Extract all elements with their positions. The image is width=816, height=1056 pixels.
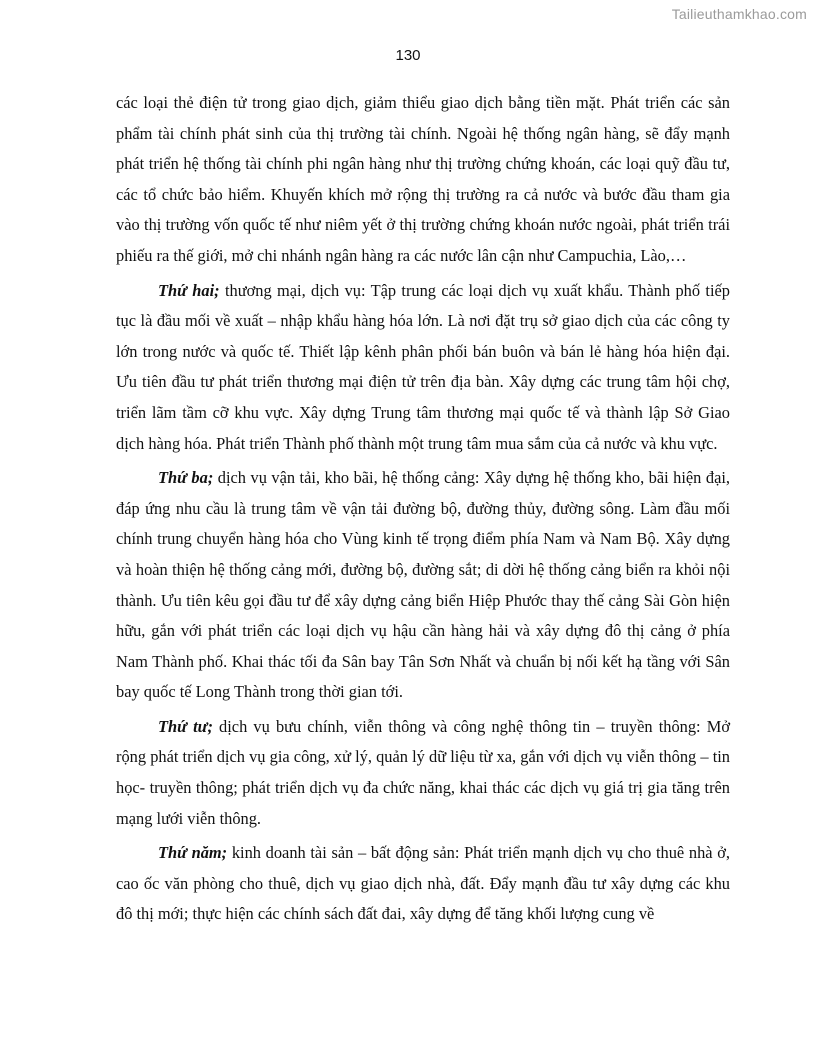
paragraph-text: thương mại, dịch vụ: Tập trung các loại dịch vụ xuất khẩu. Thành phố tiếp tục là đầu mối về xuất – nhập khẩu hàng hóa lớn. Là nơi đặt trụ sở giao dịch của các công ty lớn trong nước và quốc tế. Thiết lập kênh phân phối bán buôn và bán lẻ hàng hóa hiện đại. Ưu tiên đầu tư phát triển thương mại điện tử trên địa bàn. Xây dựng các trung tâm hội chợ, triển lãm tầm cỡ khu vực. Xây dựng Trung tâm thương mại quốc tế và thành lập Sở Giao dịch hàng hóa. Phát triển Thành phố thành một trung tâm mua sắm của cả nước và khu vực. [116,280,730,453]
paragraph-lead: Thứ tư; [158,716,213,736]
paragraph-fourth [116,712,730,834]
page-number: 130 [395,47,421,64]
paragraph-lead: Thứ năm; [158,843,228,863]
paragraph-text: dịch vụ vận tải, kho bãi, hệ thống cảng: Xây dựng hệ thống kho, bãi hiện đại, đáp ứng nhu cầu là trung tâm về vận tải đường bộ, đường thủy, đường sông. Làm đầu mối chính trung chuyển hàng hóa cho Vùng kinh tế trọng điểm phía Nam và Nam Bộ. Xây dựng và hoàn thiện hệ thống cảng mới, đường bộ, đường sắt; di dời hệ thống cảng biển ra khỏi nội thành. Ưu tiên kêu gọi đầu tư để xây dựng cảng biển Hiệp Phước thay thế cảng Sài Gòn hiện hữu, gắn với phát triển các loại dịch vụ hậu cần hàng hải và xây dựng đô thị cảng ở phía Nam Thành phố. Khai thác tối đa Sân bay Tân Sơn Nhất và chuẩn bị nối kết hạ tầng với Sân bay quốc tế Long Thành trong thời gian tới. [116,468,730,702]
paragraph-text: các loại thẻ điện tử trong giao dịch, giảm thiểu giao dịch bằng tiền mặt. Phát triển các sản phẩm tài chính phát sinh của thị trường tài chính. Ngoài hệ thống ngân hàng, sẽ đẩy mạnh phát triển hệ thống tài chính phi ngân hàng như thị trường chứng khoán, các loại quỹ đầu tư, các tổ chức bảo hiểm. Khuyến khích mở rộng thị trường ra cả nước và bước đầu tham gia vào thị trường vốn quốc tế như niêm yết ở thị trường chứng khoán nước ngoài, phát triển trái phiếu ra thế giới, mở chi nhánh ngân hàng ra các nước lân cận như Campuchia, Lào,… [116,93,730,265]
paragraph-continuation [116,88,730,272]
paragraph-lead: Thứ hai; [158,280,220,300]
paragraph-text: kinh doanh tài sản – bất động sản: Phát triển mạnh dịch vụ cho thuê nhà ở, cao ốc văn phòng cho thuê, dịch vụ giao dịch nhà, đất. Đẩy mạnh đầu tư xây dựng các khu đô thị mới; thực hiện các chính sách đất đai, xây dựng để tăng khối lượng cung về [116,843,730,924]
paragraph-text: dịch vụ bưu chính, viễn thông và công nghệ thông tin – truyền thông: Mở rộng phát triển dịch vụ gia công, xử lý, quản lý dữ liệu từ xa, gắn với dịch vụ viễn thông – tin học- truyền thông; phát triển dịch vụ đa chức năng, khai thác các dịch vụ giá trị gia tăng trên mạng lưới viễn thông. [116,716,730,828]
paragraph-second [116,276,730,460]
paragraph-fifth [116,838,730,930]
paragraph-third [116,463,730,708]
paragraph-lead: Thứ ba; [158,468,214,488]
document-body [116,88,730,934]
watermark: Tailieuthamkhao.com [671,6,807,22]
